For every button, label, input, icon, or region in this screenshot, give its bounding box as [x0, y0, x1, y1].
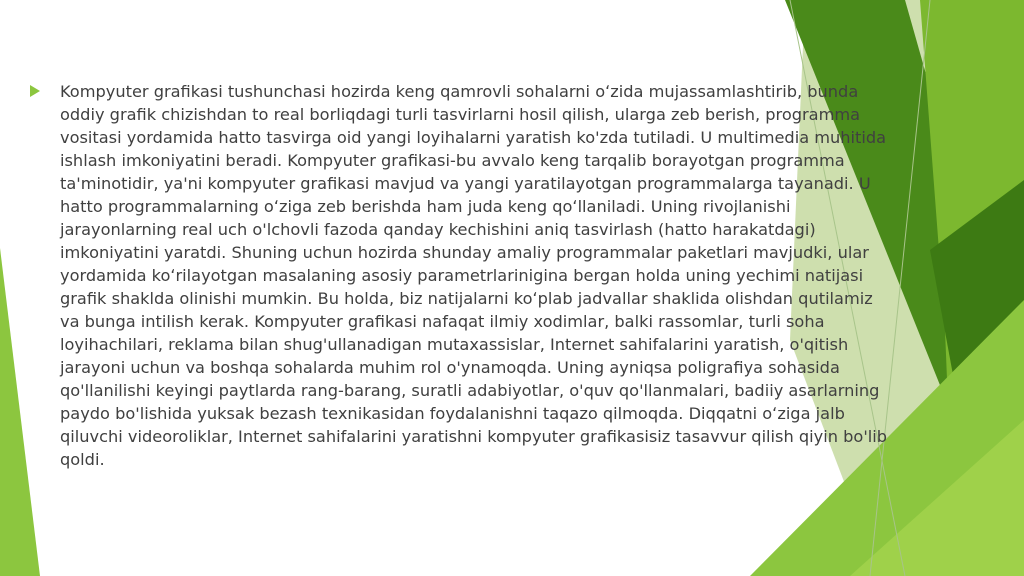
- bullet-paragraph: Kompyuter grafikasi tushunchasi hozirda keng qamrovli sohalarni oʻzida mujassamlashtirib, bunda oddiy grafik chizishdan to real borliqdagi turli tasvirlarni hosil qilish, ularga zeb berish, programma vositasi yordamida hatto tasvirga oid yangi loyihalarni yaratish ko'zda tutiladi. U multimedia muhitida ishlash imkoniyatini beradi. Kompyuter grafikasi-bu avvalo keng tarqalib borayotgan programma ta'minotidir, ya'ni kompyuter grafikasi mavjud va yangi yaratilayotgan programmalarga tayanadi. U hatto programmalarning oʻziga zeb berishda ham juda keng qoʻllaniladi. Uning rivojlanishi jarayonlarning real uch o'lchovli fazoda qanday kechishini aniq tasvirlash (hatto harakatdagi) imkoniyatini yaratdi. Shuning uchun hozirda shunday amaliy programmalar paketlari mavjudki, ular yordamida koʻrilayotgan masalaning asosiy parametrlarinigina bergan holda uning yechimi natijasi grafik shaklda olinishi mumkin. Bu holda, biz natijalarni koʻplab jadvallar shaklida olishdan qutilamiz va bunga intilish kerak. Kompyuter grafikasi nafaqat ilmiy xodimlar, balki rassomlar, turli soha loyihachilari, reklama bilan shug'ullanadigan mutaxassislar, Internet sahifalarini yaratish, o'qitish jarayoni uchun va boshqa sohalarda muhim rol o'ynamoqda. Uning ayniqsa poligrafiya sohasida qo'llanilishi keyingi paytlarda rang-barang, suratli adabiyotlar, o'quv qo'llanmalari, badiiy asarlarning paydo bo'lishida yuksak bezash texnikasidan foydalanishni taqazo qilmoqda. Diqqatni oʻziga jalb qiluvchi videoroliklar, Internet sahifalarini yaratishni kompyuter grafikasisiz tasavvur qilish qiyin bo'lib qoldi.: [60, 82, 888, 469]
- bullet-item: [30, 80, 890, 471]
- triangle-bullet-icon: [30, 85, 40, 97]
- slide-content: [30, 80, 890, 471]
